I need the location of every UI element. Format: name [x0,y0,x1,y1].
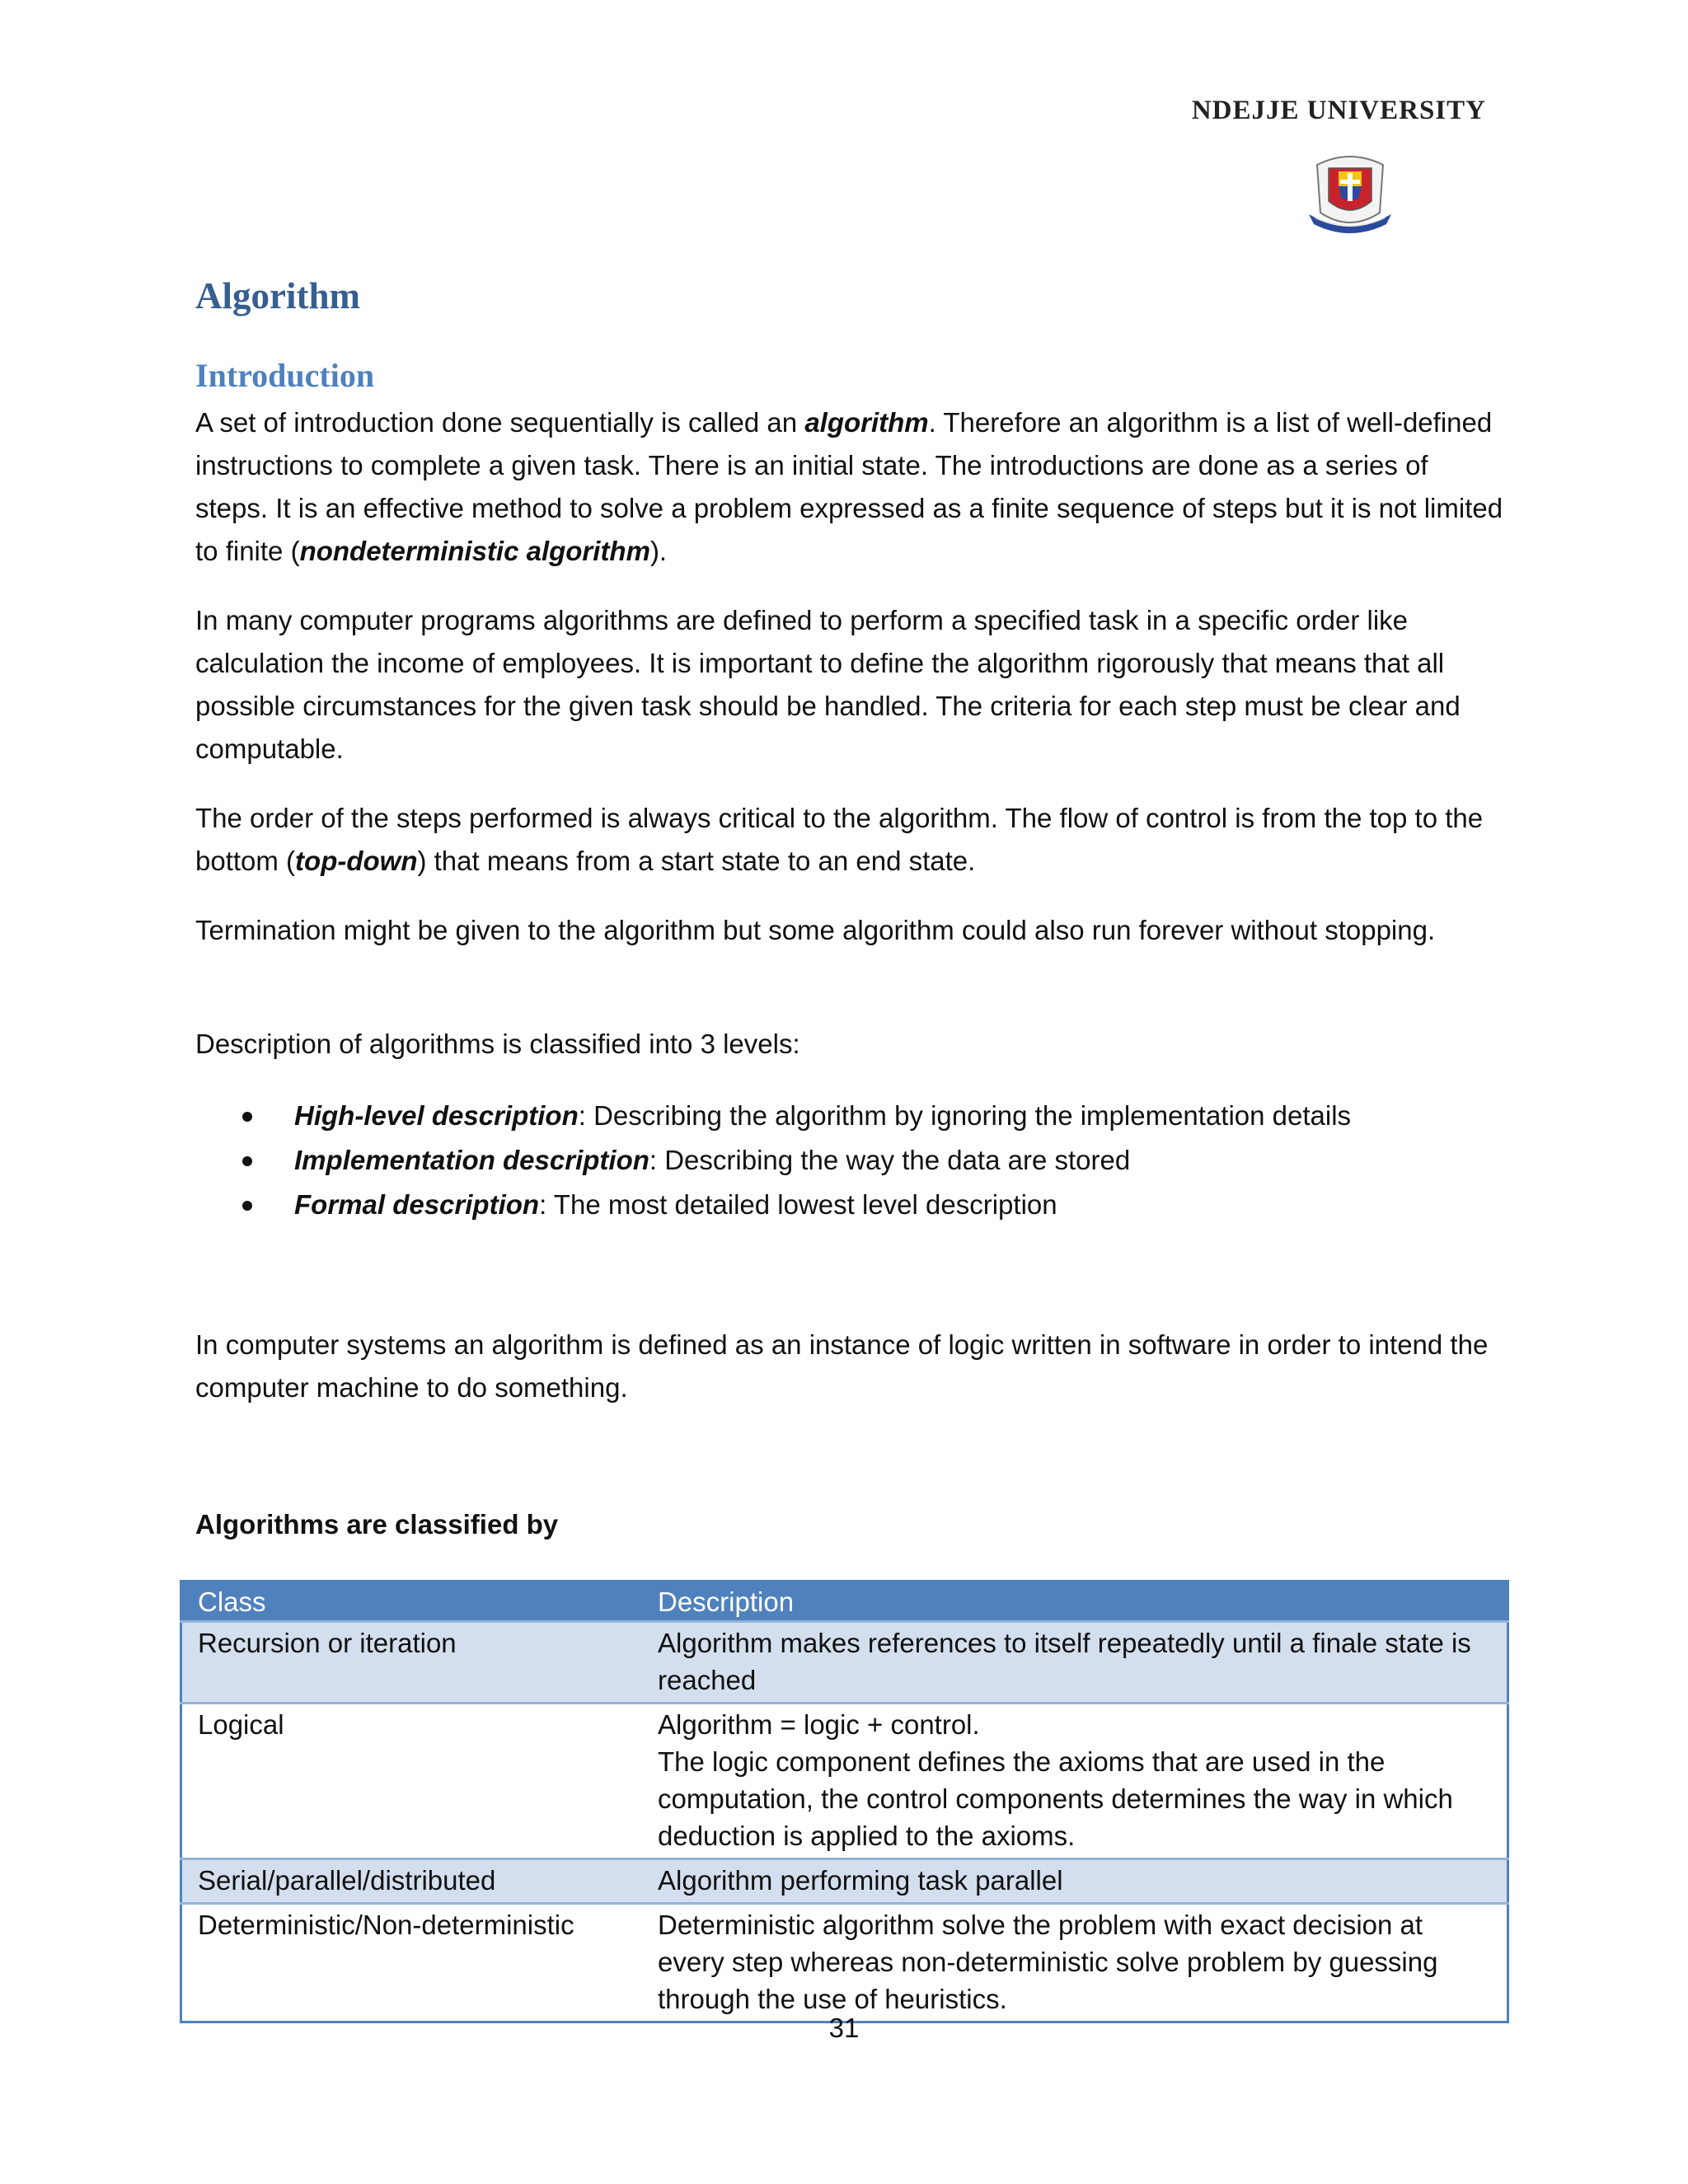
term-algorithm: algorithm [804,407,929,438]
description-cell: Algorithm = logic + control. The logic component defines the axioms that are used in the computation, the control components determines the way in which deduction is applied to the axioms. [642,1704,1508,1859]
table-row [181,1704,1508,1859]
classification-table [180,1580,1509,2023]
class-cell: Serial/parallel/distributed [181,1859,643,1904]
page-number: 31 [828,2013,860,2043]
table-row [181,1859,1508,1904]
university-crest-logo [1301,147,1400,237]
description-cell: Algorithm performing task parallel [642,1859,1508,1904]
systems-paragraph: In computer systems an algorithm is defined as an instance of logic written in software in order to intend the computer machine to do something. [195,1329,1489,1403]
table-row [181,1904,1508,2022]
bullet-icon [242,1112,252,1122]
class-cell: Recursion or iteration [181,1622,643,1704]
bullet-icon [242,1201,252,1211]
levels-intro: Description of algorithms is classified into 3 levels: [195,1029,800,1059]
list-item: Formal description: The most detailed lowest level description [239,1183,1525,1227]
table-row [181,1622,1508,1704]
list-item: Implementation description: Describing the way the data are stored [239,1138,1525,1183]
levels-list [239,1094,1525,1227]
column-header-class: Class [181,1582,643,1622]
section-heading: Introduction [195,357,375,394]
intro-paragraph: A set of introduction done sequentially is called an algorithm. Therefore an algorithm is a list of well-defined instructions to complete a given task. There is an initial state. The introductions are done as a series of steps. It is an effective method to solve a problem expressed as a finite sequence of steps but it is not limited to finite (nondeterministic algorithm). [195,407,1503,566]
termination-paragraph: Termination might be given to the algorithm but some algorithm could also run forever without stopping. [195,915,1436,945]
description-cell: Deterministic algorithm solve the problem with exact decision at every step whereas non-deterministic solve problem by guessing through the use of heuristics. [642,1904,1508,2022]
classification-heading: Algorithms are classified by [195,1509,559,1540]
list-item: High-level description: Describing the algorithm by ignoring the implementation details [239,1094,1525,1138]
table-header-row [181,1582,1508,1622]
order-paragraph: The order of the steps performed is always critical to the algorithm. The flow of control is from the top to the bottom (top-down) that means from a start state to an end state. [195,803,1484,876]
column-header-description: Description [642,1582,1508,1622]
bullet-icon [242,1156,252,1166]
page-title: Algorithm [195,275,360,316]
programs-paragraph: In many computer programs algorithms are defined to perform a specified task in a specific order like calculation the income of employees. It is important to define the algorithm rigorously that means that all possible circumstances for the given task should be handled. The criteria for each step must be clear and computable. [195,605,1461,764]
class-cell: Deterministic/Non-deterministic [181,1904,643,2022]
term-top-down: top-down [295,846,418,876]
university-name: NDEJJE UNIVERSITY [1191,96,1486,125]
description-cell: Algorithm makes references to itself repeatedly until a finale state is reached [642,1622,1508,1704]
class-cell: Logical [181,1704,643,1859]
term-nondeterministic: nondeterministic algorithm [299,536,650,566]
